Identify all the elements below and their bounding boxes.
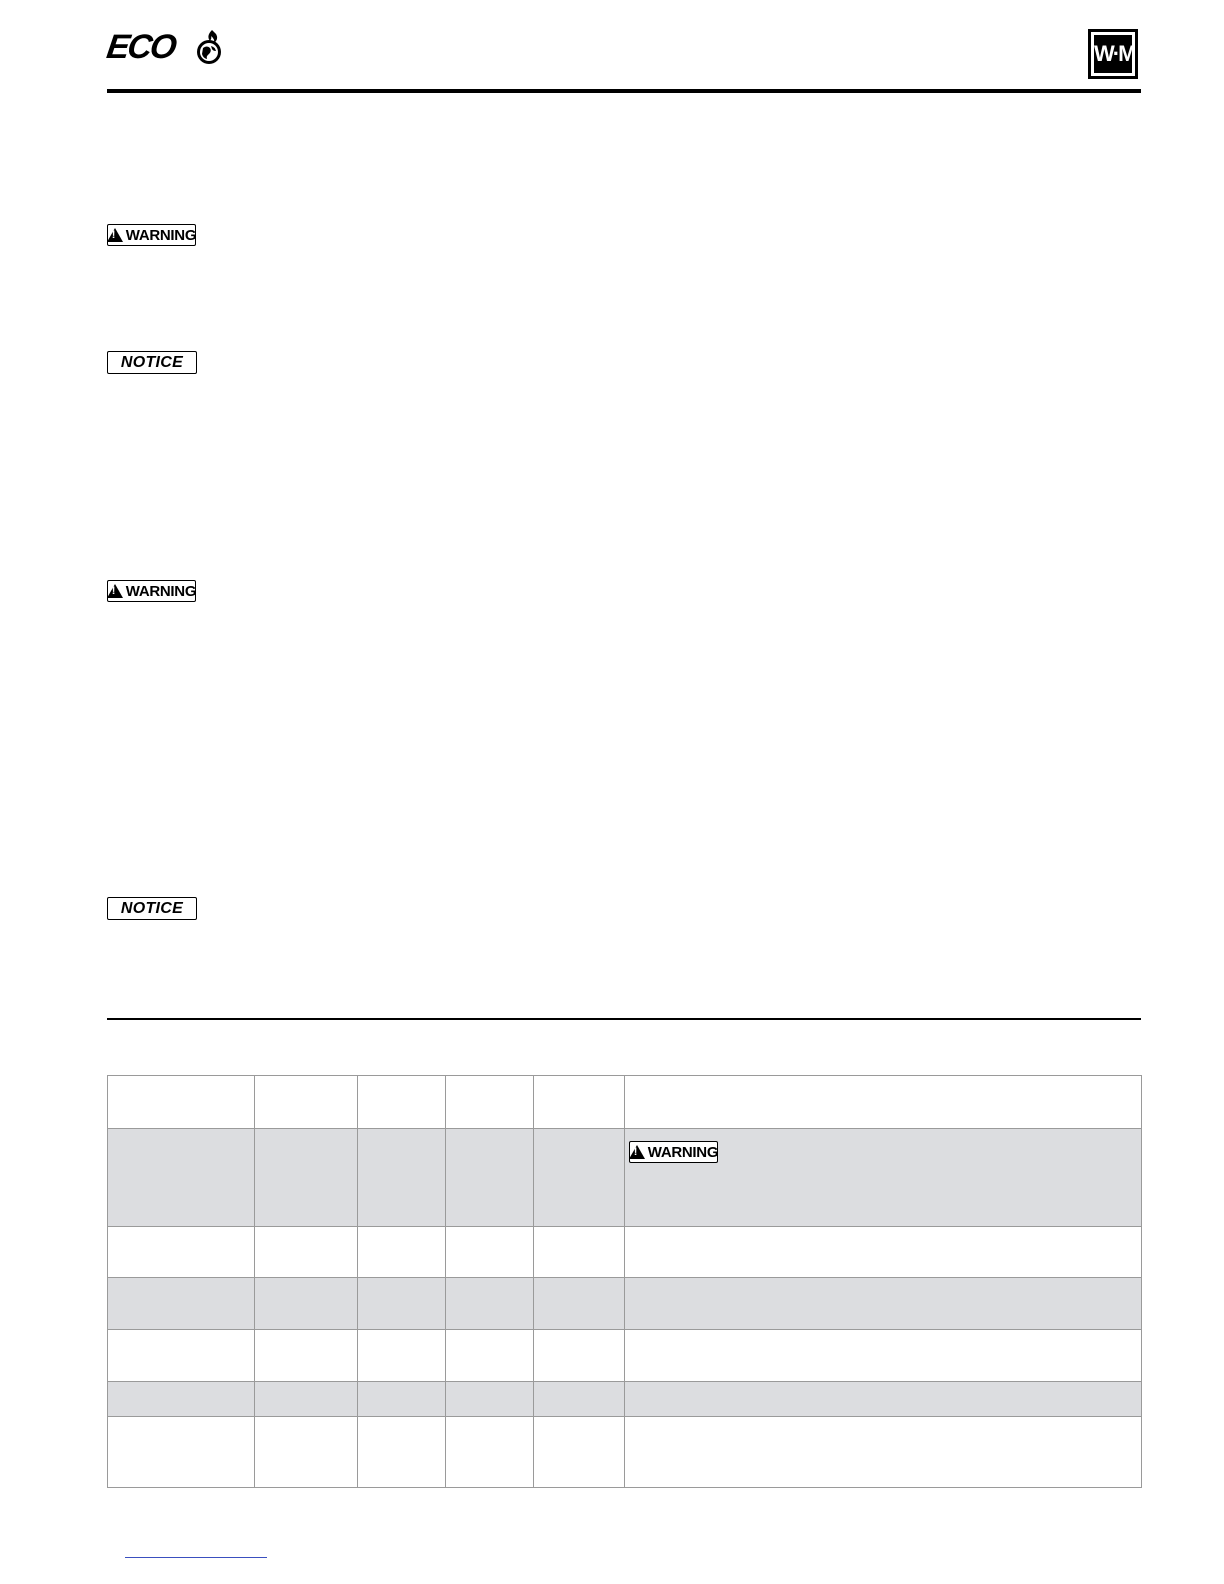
table-cell [534,1278,625,1330]
table-cell [108,1129,255,1227]
warning-label-table [629,1141,718,1163]
table-cell [255,1278,358,1330]
table-cell [358,1382,446,1417]
table-cell [108,1227,255,1278]
table-cell [358,1129,446,1227]
table-cell [108,1330,255,1382]
table-cell [625,1330,1142,1382]
notice-label-text: NOTICE [120,899,184,917]
warning-triangle-icon [107,228,123,242]
table-cell [625,1417,1142,1488]
table-row [108,1382,1142,1417]
table-cell [255,1382,358,1417]
table-cell [446,1227,534,1278]
warning-triangle-icon [107,584,123,598]
table-row [108,1278,1142,1330]
table-cell [446,1330,534,1382]
notice-label-2 [107,897,197,920]
table-cell [625,1227,1142,1278]
table-cell [625,1278,1142,1330]
table-row [108,1129,1142,1227]
table-cell [446,1382,534,1417]
table-header-row [108,1076,1142,1129]
spec-table [107,1075,1142,1488]
table-cell [358,1330,446,1382]
section-rule [107,1018,1141,1020]
table-cell [534,1129,625,1227]
table-cell [108,1417,255,1488]
table-cell [534,1227,625,1278]
table-cell [255,1227,358,1278]
table-cell [446,1076,534,1129]
notice-label-text: NOTICE [120,353,184,371]
table-cell [358,1278,446,1330]
table-cell [625,1382,1142,1417]
table-cell [625,1129,1142,1227]
table-cell [534,1382,625,1417]
table-cell [108,1278,255,1330]
eco-brand-logo: ECO [107,26,223,66]
table-row [108,1417,1142,1488]
warning-label-text: WARNING [125,582,197,600]
table-cell [446,1278,534,1330]
table-cell [255,1076,358,1129]
warning-label-text: WARNING [125,226,197,244]
table-cell [446,1417,534,1488]
warning-triangle-icon [629,1145,645,1159]
warning-label-text: WARNING [647,1143,719,1161]
notice-label-1 [107,351,197,374]
warning-label-1 [107,224,196,246]
weil-mclain-logo: W·M [1088,29,1138,79]
table-cell [446,1129,534,1227]
warning-label-2 [107,580,196,602]
globe-flame-icon [179,28,225,66]
table-row [108,1330,1142,1382]
table-cell [625,1076,1142,1129]
table-row [108,1227,1142,1278]
header-rule [107,89,1141,93]
table-cell [358,1417,446,1488]
table-cell [534,1330,625,1382]
table-cell [358,1227,446,1278]
table-cell [534,1076,625,1129]
table-cell [534,1417,625,1488]
table-cell [255,1330,358,1382]
table-cell [108,1382,255,1417]
table-cell [255,1417,358,1488]
footer-link-underline[interactable] [125,1557,267,1558]
table-cell [255,1129,358,1227]
table-cell [108,1076,255,1129]
table-cell [358,1076,446,1129]
